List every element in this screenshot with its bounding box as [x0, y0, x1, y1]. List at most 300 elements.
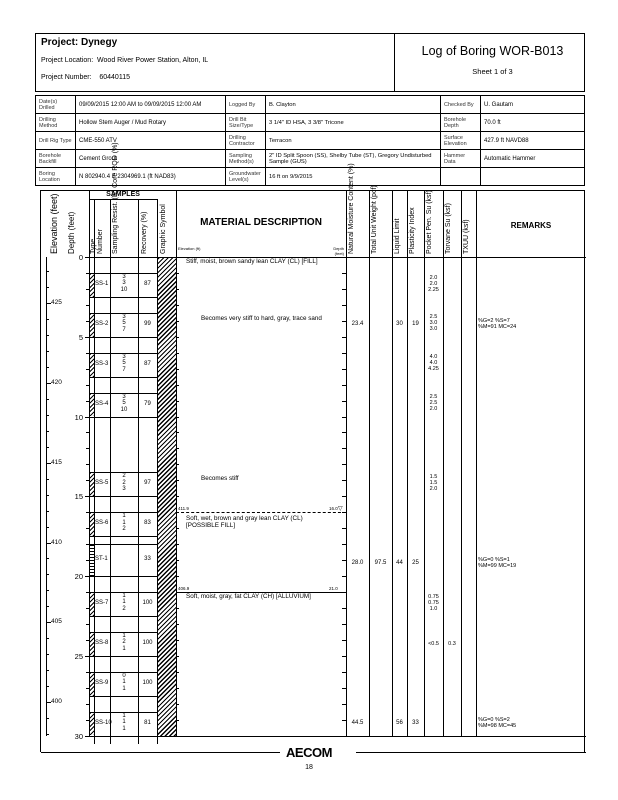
sample-type-ss-icon	[90, 394, 94, 417]
graphic-tick	[176, 688, 179, 689]
depth-tick	[86, 720, 89, 721]
info-label: Surface Elevation	[441, 132, 481, 150]
remarks-text: %G=0 %S=1	[478, 557, 510, 564]
column-header-number: Number	[97, 229, 104, 254]
column-header-recovery: Recovery (%)	[141, 211, 148, 254]
sample-number: SS-3	[95, 360, 109, 367]
project-header	[35, 33, 585, 92]
depth-tick	[86, 321, 89, 322]
elevation-tick	[46, 670, 49, 671]
blow-count: 1	[122, 685, 126, 692]
column-header-unit_weight: Total Unit Weight (pcf)	[371, 185, 378, 254]
info-label: Logged By	[226, 96, 266, 114]
recovery: 81	[144, 719, 151, 726]
graphic-tick	[176, 369, 179, 370]
description-tick	[342, 289, 346, 290]
depth-subheader: Depth (feet)	[333, 246, 344, 256]
boundary-depth: 16.0	[329, 506, 338, 512]
recovery: 97	[144, 480, 151, 487]
elevation-tick	[46, 686, 49, 687]
graphic-tick	[176, 432, 179, 433]
graphic-tick	[176, 353, 179, 354]
description-tick	[342, 353, 346, 354]
elevation-tick	[46, 638, 49, 639]
info-label	[441, 168, 481, 186]
description-tick	[342, 480, 346, 481]
info-label: Borehole Backfill	[36, 150, 76, 168]
graphic-tick	[176, 273, 179, 274]
info-label: Date(s) Drilled	[36, 96, 76, 114]
info-value: 2" ID Split Spoon (SS), Shelby Tube (ST), Gregory Undisturbed Sample (GUS)	[266, 150, 441, 168]
blow-count: 1	[122, 599, 126, 606]
sample-number: SS-9	[95, 679, 109, 686]
column-header-ll: Liquid Limit	[394, 218, 401, 254]
elevation-tick	[46, 367, 49, 368]
aecom-logo: AECOM	[280, 745, 338, 760]
sample-type-st-icon	[90, 545, 94, 576]
material-description: [POSSIBLE FILL]	[186, 521, 235, 529]
description-tick	[342, 704, 346, 705]
elevation-label: 405	[51, 618, 62, 626]
blow-count: 3	[122, 353, 126, 360]
sample-type-ss-icon	[90, 354, 94, 377]
elevation-tick	[46, 495, 49, 496]
graphic-tick	[176, 720, 179, 721]
graphic-tick	[176, 448, 179, 449]
elevation-tick	[46, 319, 49, 320]
info-value: 70.0 ft	[481, 114, 585, 132]
value: Wood River Power Station, Alton, IL	[97, 57, 209, 64]
pocket-pen-value: 3.0	[429, 320, 438, 327]
pocket-pen-value: 0.75	[428, 599, 439, 606]
elevation-tick	[46, 527, 49, 528]
info-label: Drilling Method	[36, 114, 76, 132]
column-header-blows: Sampling Resist. (N) Core RQD (%)	[112, 142, 119, 254]
description-tick	[342, 337, 346, 338]
divider	[394, 34, 395, 91]
sample-top-line	[89, 544, 157, 545]
elevation-tick	[46, 431, 49, 432]
sample-number: SS-2	[95, 320, 109, 327]
graphic-tick	[176, 656, 179, 657]
elevation-tick	[46, 287, 49, 288]
depth-tick	[86, 480, 89, 481]
elevation-tick	[46, 654, 49, 655]
log-title: Log of Boring WOR-B013	[421, 44, 564, 58]
column-header-graphic: Graphic Symbol	[160, 204, 167, 254]
sample-bottom-line	[89, 576, 157, 577]
sample-number: SS-6	[95, 520, 109, 527]
sample-number: SS-7	[95, 599, 109, 606]
depth-tick	[86, 640, 89, 641]
depth-tick	[86, 289, 89, 290]
blow-count: 1	[122, 632, 126, 639]
lab-pi: 19	[412, 320, 419, 327]
graphic-tick	[176, 560, 179, 561]
info-label: Drilling Contractor	[226, 132, 266, 150]
elevation-tick	[46, 447, 49, 448]
info-value: 09/09/2015 12:00 AM to 09/09/2015 12:00 AM	[76, 96, 226, 114]
recovery: 87	[144, 280, 151, 287]
sample-bottom-line	[89, 696, 157, 697]
blow-count: 3	[122, 313, 126, 320]
depth-label: 0	[78, 253, 83, 262]
elevation-tick	[46, 351, 49, 352]
info-label: Hammer Data	[441, 150, 481, 168]
info-value: U. Gautam	[481, 96, 585, 114]
sample-bottom-line	[89, 536, 157, 537]
project-title: Project: Dynegy	[41, 37, 118, 48]
blow-count: 3	[122, 280, 126, 287]
description-tick	[342, 528, 346, 529]
project-location	[41, 57, 208, 64]
graphic-tick	[176, 736, 179, 737]
description-tick	[342, 672, 346, 673]
sample-number: SS-1	[95, 280, 109, 287]
description-tick	[342, 544, 346, 545]
sample-type-ss-icon	[90, 513, 94, 536]
info-value: 16 ft on 9/9/2015	[266, 168, 441, 186]
blow-count: 1	[122, 712, 126, 719]
lab-moisture: 23.4	[351, 320, 364, 327]
depth-tick	[86, 464, 89, 465]
pocket-pen-value: <0.5	[428, 641, 439, 648]
column-divider	[346, 191, 347, 736]
blow-count: 1	[122, 725, 126, 732]
sample-type-ss-icon	[90, 673, 94, 696]
info-row	[36, 96, 585, 114]
blow-count: 2	[122, 605, 126, 612]
info-label: Borehole Depth	[441, 114, 481, 132]
depth-tick	[86, 608, 89, 609]
recovery: 79	[144, 400, 151, 407]
description-tick	[342, 273, 346, 274]
material-description: Soft, wet, brown and gray lean CLAY (CL)	[186, 514, 303, 522]
lab-pi: 25	[412, 560, 419, 567]
lab-moisture: 28.0	[351, 560, 364, 567]
graphic-tick	[176, 417, 179, 418]
blow-count: 5	[122, 360, 126, 367]
depth-tick	[86, 704, 89, 705]
graphic-tick	[176, 576, 179, 577]
graphic-tick	[176, 401, 179, 402]
material-description-header: MATERIAL DESCRIPTION	[200, 217, 322, 228]
sample-bottom-line	[89, 736, 157, 737]
sample-number: SS-8	[95, 639, 109, 646]
water-level-icon: ▽	[338, 506, 343, 513]
graphic-tick	[176, 289, 179, 290]
label: Project Location:	[41, 57, 94, 64]
elevation-tick	[46, 606, 49, 607]
lab-pi: 33	[412, 719, 419, 726]
footer	[0, 744, 618, 762]
blow-count: 10	[120, 406, 128, 413]
description-tick	[342, 448, 346, 449]
graphic-tick	[176, 496, 179, 497]
blow-count: 5	[122, 400, 126, 407]
graphic-tick	[176, 305, 179, 306]
blow-count: 1	[122, 592, 126, 599]
blow-count: 3	[122, 273, 126, 280]
pocket-pen-value: 1.5	[429, 473, 438, 480]
depth-label: 25	[74, 651, 83, 661]
info-label: Sampling Method(s)	[226, 150, 266, 168]
recovery: 99	[144, 320, 151, 327]
blow-count: 2	[122, 526, 126, 533]
depth-tick	[86, 432, 89, 433]
samples-label: SAMPLES	[106, 191, 140, 198]
recovery: 100	[142, 679, 153, 686]
blow-count: 2	[122, 473, 126, 480]
info-value: N 802940.4 E 2304969.1 (ft NAD83)	[76, 168, 226, 186]
info-label: Groundwater Level(s)	[226, 168, 266, 186]
depth-label: 5	[78, 332, 83, 342]
blow-count: 3	[122, 393, 126, 400]
graphic-tick	[176, 624, 179, 625]
info-value: Hollow Stem Auger / Mud Rotary	[76, 114, 226, 132]
description-tick	[342, 656, 346, 657]
elevation-tick	[46, 734, 49, 735]
blow-count: 10	[120, 286, 128, 293]
description-tick	[342, 417, 346, 418]
description-tick	[342, 688, 346, 689]
depth-tick	[86, 624, 89, 625]
graphic-tick	[176, 544, 179, 545]
depth-label: 20	[74, 572, 83, 581]
graphic-tick	[176, 480, 179, 481]
elevation-subheader: Elevation (ft)	[178, 246, 201, 251]
log-bottom	[89, 736, 586, 737]
lab-ll: 30	[396, 320, 403, 327]
pocket-pen-value: 0.75	[428, 593, 439, 600]
description-tick	[342, 305, 346, 306]
recovery: 83	[144, 520, 151, 527]
blow-count: 2	[122, 639, 126, 646]
sample-number: ST-1	[95, 556, 108, 563]
info-label: Checked By	[441, 96, 481, 114]
graphic-symbol-clay	[158, 258, 176, 736]
depth-tick	[86, 688, 89, 689]
elevation-tick	[46, 558, 49, 559]
depth-tick	[86, 528, 89, 529]
graphic-tick	[176, 337, 179, 338]
sample-bottom-line	[89, 417, 157, 418]
stratum-boundary	[176, 512, 346, 513]
info-label: Drill Rig Type	[36, 132, 76, 150]
elevation-label: 400	[51, 698, 62, 705]
elevation-label: 420	[51, 379, 62, 386]
remarks-text: %M=98 MC=45	[478, 722, 517, 729]
sample-type-ss-icon	[90, 713, 94, 736]
pocket-pen-value: 2.0	[429, 280, 438, 287]
graphic-tick	[176, 672, 179, 673]
info-value: 3 1/4" ID HSA, 3 3/8" Tricone	[266, 114, 441, 132]
lab-ll: 56	[396, 719, 403, 726]
graphic-tick	[176, 464, 179, 465]
project-number	[41, 74, 130, 81]
info-value: CME-550 ATV	[76, 132, 226, 150]
column-divider	[476, 191, 477, 736]
boundary-depth: 21.0	[329, 585, 338, 591]
graphic-tick	[176, 640, 179, 641]
sample-bottom-line	[89, 337, 157, 338]
column-header-torvane: Torvane Su (ksf)	[445, 203, 452, 254]
pocket-pen-value: 1.0	[429, 605, 438, 612]
description-tick	[342, 369, 346, 370]
info-value: Cement Grout	[76, 150, 226, 168]
info-label: Boring Location	[36, 168, 76, 186]
blow-count: 2	[122, 479, 126, 486]
column-divider	[369, 191, 370, 736]
elevation-tick	[46, 335, 49, 336]
depth-label: 10	[74, 412, 83, 422]
column-divider	[424, 191, 425, 736]
blow-count: 1	[122, 519, 126, 526]
boundary-elevation: 406.9	[178, 585, 190, 591]
sample-bottom-line	[89, 496, 157, 497]
pocket-pen-value: 2.0	[429, 274, 438, 281]
column-header-txuu: TXUU (ksf)	[463, 219, 470, 254]
depth-tick	[86, 448, 89, 449]
graphic-tick	[176, 608, 179, 609]
column-divider	[443, 191, 444, 736]
description-tick	[342, 608, 346, 609]
recovery: 33	[144, 556, 151, 563]
blow-count: 5	[122, 320, 126, 327]
blow-count: 1	[122, 679, 126, 686]
depth-label: 15	[74, 492, 83, 502]
column-header-moisture: Natural Moisture Content (%)	[348, 163, 355, 254]
pocket-pen-value: 4.0	[429, 360, 438, 367]
lab-moisture: 44.5	[351, 719, 364, 726]
blow-count: 1	[122, 645, 126, 652]
label: Project Number:	[41, 74, 92, 81]
recovery: 100	[142, 599, 153, 606]
sample-type-ss-icon	[90, 274, 94, 297]
elevation-label: 415	[51, 458, 62, 466]
column-divider	[392, 191, 393, 736]
pocket-pen-value: 3.0	[429, 326, 438, 333]
remarks-text: %G=0 %S=2	[478, 716, 510, 723]
remarks-text: %M=99 MC=19	[478, 563, 517, 570]
depth-label: 30	[74, 731, 83, 741]
sample-number: SS-5	[95, 480, 109, 487]
lab-unit_weight: 97.5	[374, 560, 387, 567]
blow-count: 1	[122, 719, 126, 726]
description-tick	[342, 432, 346, 433]
remarks-text: %M=91 MC=24	[478, 323, 517, 330]
info-row	[36, 114, 585, 132]
description-tick	[342, 496, 346, 497]
blow-count: 3	[122, 486, 126, 493]
blow-count: 0	[122, 672, 126, 679]
graphic-tick	[176, 528, 179, 529]
boundary-elevation: 411.9	[178, 506, 189, 512]
sample-type-ss-icon	[90, 473, 94, 496]
column-divider	[407, 191, 408, 736]
depth-tick	[86, 401, 89, 402]
sample-number: SS-10	[95, 719, 112, 726]
lab-ll: 44	[396, 560, 403, 567]
info-value: B. Clayton	[266, 96, 441, 114]
sample-bottom-line	[89, 656, 157, 657]
pocket-pen-value: 2.5	[429, 394, 438, 401]
elevation-tick	[46, 399, 49, 400]
elevation-tick	[46, 718, 49, 719]
elevation-axis	[46, 257, 47, 736]
material-description: Becomes stiff	[201, 474, 239, 482]
stratum-boundary	[176, 592, 346, 593]
sample-bottom-line	[89, 297, 157, 298]
blow-count: 7	[122, 326, 126, 333]
description-tick	[342, 640, 346, 641]
sample-type-ss-icon	[90, 633, 94, 656]
graphic-tick	[176, 321, 179, 322]
page-number: 18	[305, 764, 313, 771]
elevation-tick	[46, 415, 49, 416]
elevation-label: 410	[51, 538, 62, 546]
remarks-text: %G=2 %S=7	[478, 317, 510, 324]
remarks-header: REMARKS	[510, 221, 552, 230]
sample-type-ss-icon	[90, 593, 94, 616]
material-description: Becomes very stiff to hard, gray, trace sand	[201, 315, 322, 323]
info-value: Automatic Hammer	[481, 150, 585, 168]
pocket-pen-value: 2.0	[429, 485, 438, 492]
pocket-pen-value: 2.0	[429, 406, 438, 413]
description-tick	[342, 385, 346, 386]
info-value: Terracon	[266, 132, 441, 150]
depth-tick	[86, 560, 89, 561]
recovery: 100	[142, 639, 153, 646]
elevation-tick	[46, 479, 49, 480]
blow-count: 1	[122, 513, 126, 520]
elevation-tick	[46, 574, 49, 575]
depth-tick	[85, 257, 89, 258]
column-header-depth: Depth (feet)	[67, 211, 76, 254]
graphic-tick	[176, 385, 179, 386]
elevation-tick	[46, 590, 49, 591]
description-tick	[342, 401, 346, 402]
blow-count: 7	[122, 366, 126, 373]
description-tick	[342, 624, 346, 625]
info-value	[481, 168, 585, 186]
torvane-value: 0.3	[448, 641, 456, 648]
description-tick	[342, 576, 346, 577]
sample-number: SS-4	[95, 400, 109, 407]
pocket-pen-value: 2.25	[428, 286, 439, 293]
column-header-pocket: Pocket Pen. Su (ksf)	[426, 190, 433, 254]
pocket-pen-value: 2.5	[429, 314, 438, 321]
column-header-pi: Plasticity Index	[409, 207, 416, 254]
depth-tick	[86, 385, 89, 386]
info-label: Drill Bit Size/Type	[226, 114, 266, 132]
elevation-tick	[46, 511, 49, 512]
sample-bottom-line	[89, 377, 157, 378]
elevation-label: 425	[51, 299, 62, 307]
value: 60440115	[99, 74, 130, 81]
column-header-type: Type	[90, 238, 97, 254]
column-divider	[461, 191, 462, 736]
material-description: Soft, moist, gray, fat CLAY (CH) [ALLUVIUM]	[186, 592, 311, 600]
info-value: 427.9 ft NAVD88	[481, 132, 585, 150]
pocket-pen-value: 4.0	[429, 354, 438, 361]
sample-bottom-line	[89, 616, 157, 617]
depth-tick	[86, 305, 89, 306]
sheet-number: Sheet 1 of 3	[472, 67, 513, 76]
column-header-elevation: Elevation (feet)	[49, 193, 59, 254]
recovery: 87	[144, 360, 151, 367]
depth-tick	[86, 369, 89, 370]
